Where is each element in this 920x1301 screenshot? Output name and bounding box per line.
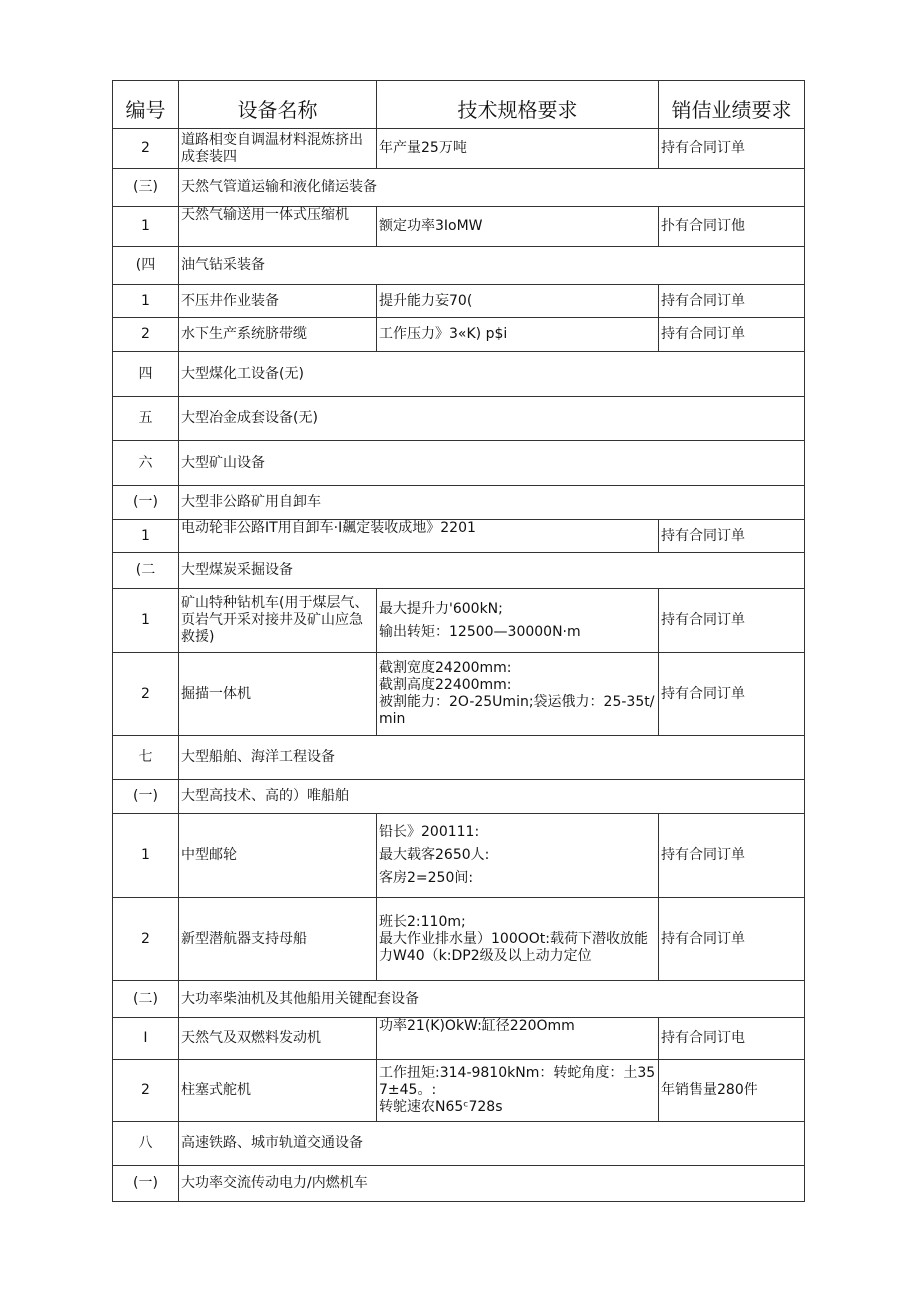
section-row: [113, 397, 805, 441]
sales-requirement: 持有合同订单: [659, 318, 805, 352]
spec-line: 被割能力：2O-25Umin;袋运俄力：25-35t/min: [379, 694, 655, 727]
spec-line: 铅长》200111:: [379, 824, 480, 840]
equipment-name: 电动轮非公路IT用自卸车·I飆定装收成地》2201: [179, 520, 659, 553]
section-row: [113, 247, 805, 285]
spec-line: 班长2:110m;: [379, 913, 466, 930]
table-row: [113, 129, 805, 169]
spec-cell: [377, 898, 659, 981]
section-row: [113, 780, 805, 814]
spec-line: 截割宽度24200mm:: [379, 660, 512, 676]
spec-cell: [377, 285, 659, 318]
equipment-name: 天然气及双燃料发动机: [179, 1018, 377, 1060]
section-title: 天然气管道运输和液化储运装备: [179, 169, 805, 207]
table-row: [113, 653, 805, 736]
sales-requirement: 持有合同订单: [659, 814, 805, 898]
section-title: 大功率交流传动电力/内燃机车: [179, 1166, 805, 1202]
section-number: 五: [113, 397, 179, 441]
spec-line: 功率21(K)OkW:缸径220Omm: [379, 1018, 575, 1034]
section-title: 大型煤化工设备(无): [179, 352, 805, 397]
spec-cell: [377, 207, 659, 247]
equipment-name: 不压井作业装备: [179, 285, 377, 318]
spec-cell: [377, 1060, 659, 1122]
section-title: 大型船舶、海洋工程设备: [179, 736, 805, 780]
table-row: [113, 318, 805, 352]
header-sales: 销佶业绩要求: [659, 81, 805, 129]
section-number: (四: [113, 247, 179, 285]
section-row: [113, 169, 805, 207]
equipment-name: 水下生产系统脐带缆: [179, 318, 377, 352]
table-row: [113, 1018, 805, 1060]
equipment-name: 中型邮轮: [179, 814, 377, 898]
sales-requirement: 年销售量280件: [659, 1060, 805, 1122]
row-number: 1: [113, 207, 179, 247]
spec-line: 提升能力妄70(: [379, 292, 473, 309]
spec-cell: [377, 318, 659, 352]
sales-requirement: 持有合同订单: [659, 520, 805, 553]
section-row: [113, 486, 805, 520]
section-row: [113, 1166, 805, 1202]
table-row: [113, 898, 805, 981]
sales-requirement: 持有合同订单: [659, 285, 805, 318]
row-number: 2: [113, 129, 179, 169]
spec-line: 最大提升力'600kN;: [379, 600, 503, 617]
row-number: 1: [113, 285, 179, 318]
spec-cell: [377, 1018, 659, 1060]
equipment-table: [112, 80, 805, 1202]
spec-line: 客房2=250间:: [379, 870, 474, 886]
sales-requirement: 持有合同订单: [659, 589, 805, 653]
header-no: 编号: [113, 81, 179, 129]
section-number: 七: [113, 736, 179, 780]
section-row: [113, 981, 805, 1018]
spec-line: 额定功率3IoMW: [379, 218, 483, 234]
section-number: (一): [113, 780, 179, 814]
spec-cell: [377, 814, 659, 898]
section-title: 大型冶金成套设备(无): [179, 397, 805, 441]
row-number: 1: [113, 520, 179, 553]
spec-line: 最大载客2650人:: [379, 847, 490, 863]
spec-line: 工作压力》3«K) p$i: [379, 326, 508, 342]
spec-cell: [377, 653, 659, 736]
spec-cell: [377, 129, 659, 169]
equipment-name: 新型潜航器支持母船: [179, 898, 377, 981]
row-number: I: [113, 1018, 179, 1060]
equipment-name: 掘描一体机: [179, 653, 377, 736]
equipment-name: 道路相变自调温材料混炼挤出成套装四: [179, 129, 377, 169]
table-row: [113, 285, 805, 318]
section-number: (二): [113, 981, 179, 1018]
sales-requirement: 持有合同订单: [659, 129, 805, 169]
section-title: 大型矿山设备: [179, 441, 805, 486]
sales-requirement: 持有合同订单: [659, 898, 805, 981]
header-name: 设备名称: [179, 81, 377, 129]
table-header-row: [113, 81, 805, 129]
sales-requirement: 持有合同订单: [659, 653, 805, 736]
table-row: [113, 207, 805, 247]
section-title: 大型高技术、高的）唯船舶: [179, 780, 805, 814]
header-spec: 技术规格要求: [377, 81, 659, 129]
section-number: (一): [113, 486, 179, 520]
sales-requirement: 扑有合同订他: [659, 207, 805, 247]
section-title: 油气钻采装备: [179, 247, 805, 285]
spec-line: 转鸵速农N65ᶜ728s: [379, 1099, 503, 1115]
table-row: [113, 814, 805, 898]
spec-cell: [377, 589, 659, 653]
row-number: 1: [113, 814, 179, 898]
section-number: (三): [113, 169, 179, 207]
row-number: 2: [113, 653, 179, 736]
section-row: [113, 553, 805, 589]
section-number: 四: [113, 352, 179, 397]
table-row: [113, 520, 805, 553]
row-number: 2: [113, 898, 179, 981]
section-row: [113, 1122, 805, 1166]
sales-requirement: 持有合同订电: [659, 1018, 805, 1060]
row-number: 1: [113, 589, 179, 653]
table-row: [113, 589, 805, 653]
section-row: [113, 352, 805, 397]
spec-line: 年产量25万吨: [379, 140, 467, 156]
section-number: 六: [113, 441, 179, 486]
row-number: 2: [113, 1060, 179, 1122]
equipment-name: 矿山特种钻机车(用于煤层气、页岩气开采对接井及矿山应急救援): [179, 589, 377, 653]
spec-line: 截割高度22400mm:: [379, 677, 512, 693]
section-row: [113, 736, 805, 780]
spec-line: 最大作业排水量）100OOt:载荷下潜收放能力W40（k:DP2级及以上动力定位: [379, 930, 648, 964]
section-number: (一): [113, 1166, 179, 1202]
section-number: (二: [113, 553, 179, 589]
spec-line: 输出转矩：12500—30000N·m: [379, 623, 581, 640]
table-row: [113, 1060, 805, 1122]
equipment-name: 柱塞式舵机: [179, 1060, 377, 1122]
section-title: 大型非公路矿用自卸车: [179, 486, 805, 520]
spec-line: 工作扭矩:314-9810kNm：转蛇角度：土357±45。:: [379, 1065, 656, 1098]
section-number: 八: [113, 1122, 179, 1166]
section-title: 大功率柴油机及其他船用关键配套设备: [179, 981, 805, 1018]
section-title: 大型煤炭采掘设备: [179, 553, 805, 589]
section-title: 高速铁路、城市轨道交通设备: [179, 1122, 805, 1166]
row-number: 2: [113, 318, 179, 352]
equipment-name: 天然气输送用一体式压缩机: [179, 207, 377, 247]
section-row: [113, 441, 805, 486]
